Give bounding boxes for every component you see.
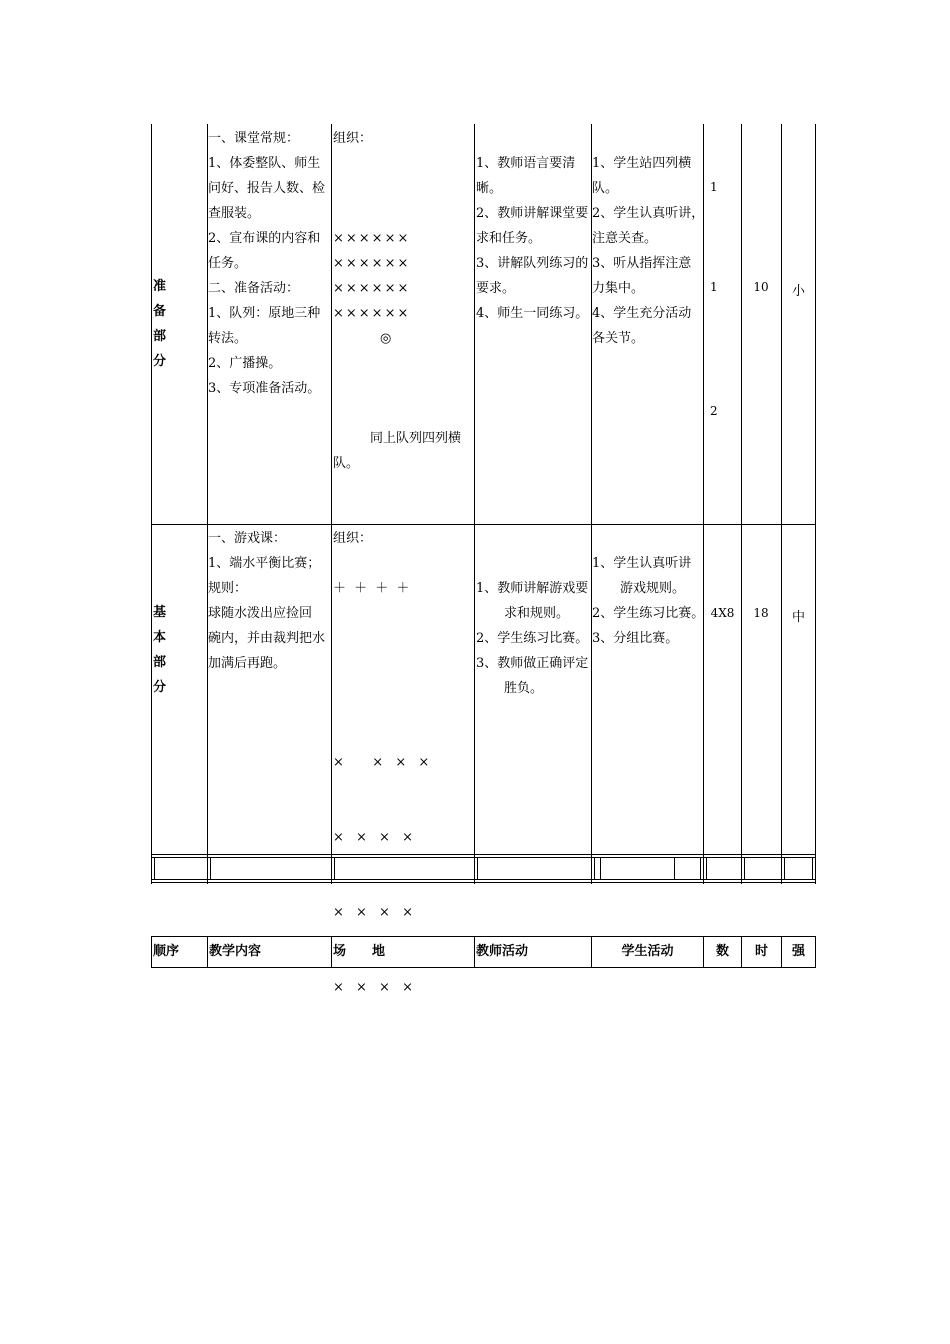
prep-student-activity	[592, 151, 704, 351]
grid-line	[151, 524, 816, 525]
formation-row: × × × ×	[333, 905, 417, 920]
content-line: 1、队列：原地三种	[208, 306, 321, 321]
prep-teacher-activity	[476, 151, 588, 326]
grid-line	[474, 936, 475, 968]
prep-time: 10	[753, 280, 769, 294]
teacher-item: 3、讲解队列练习的 要求。	[476, 256, 589, 296]
teacher-item: 2、教师讲解课堂要 求和任务。	[476, 206, 589, 246]
content-line: 查服装。	[208, 206, 261, 221]
content-line: 任务。	[208, 256, 248, 271]
grid-line	[812, 857, 813, 880]
header-content: 教学内容	[209, 944, 262, 959]
venue-note-line: 同上队列四列横	[370, 431, 462, 446]
teacher-position-marker: ◎	[380, 331, 392, 346]
grid-line	[781, 124, 782, 884]
prep-count-1: 1	[710, 180, 718, 194]
grid-line	[474, 124, 475, 884]
formation-row: × × × ×	[333, 980, 417, 995]
content-line: 一、游戏课：	[208, 531, 287, 546]
teacher-item: 4、师生一同练习。	[476, 306, 589, 321]
grid-line	[815, 936, 816, 968]
grid-line	[706, 857, 707, 880]
prep-count-3: 2	[710, 404, 718, 418]
content-line: 问好、报告人数、检	[208, 181, 326, 196]
header-intensity: 强	[791, 944, 805, 959]
student-item: 2、学生认真听讲， 注意关查。	[592, 206, 705, 246]
grid-line	[700, 857, 701, 880]
header-teacher-activity: 教师活动	[476, 944, 529, 959]
grid-line	[674, 857, 675, 880]
formation-row: × × × ×	[333, 830, 417, 845]
header-count: 数	[715, 944, 729, 959]
grid-line	[594, 857, 595, 880]
content-line: 转法。	[208, 331, 248, 346]
header-student-activity: 学生活动	[621, 944, 674, 959]
student-item: 2、学生练习比赛。	[592, 606, 705, 621]
grid-line	[210, 857, 211, 880]
header-order: 顺序	[153, 944, 180, 959]
formation-row: ××××××	[333, 306, 411, 321]
basic-plus-row: ＋ ＋ ＋ ＋	[333, 581, 412, 596]
basic-intensity: 中	[791, 610, 805, 625]
content-line: 2、宣布课的内容和	[208, 231, 321, 246]
grid-line	[207, 936, 208, 968]
venue-note-line: 队。	[333, 456, 360, 471]
prep-intensity: 小	[791, 284, 805, 299]
teacher-item: 1、教师讲解游戏要 求和规则。	[476, 581, 589, 621]
student-item: 4、学生充分活动 各关节。	[592, 306, 692, 346]
grid-line	[154, 857, 155, 880]
grid-line	[741, 124, 742, 884]
basic-content	[208, 526, 325, 676]
grid-line	[151, 124, 152, 884]
content-line: 1、体委整队、师生	[208, 156, 321, 171]
grid-line	[151, 879, 816, 880]
basic-teacher-activity	[476, 576, 588, 701]
student-item: 1、学生站四列横 队。	[592, 156, 692, 196]
basic-count: 4X8	[710, 606, 735, 620]
formation-row: ××××××	[333, 281, 411, 296]
student-item: 3、分组比赛。	[592, 631, 679, 646]
teacher-item: 2、学生练习比赛。	[476, 631, 589, 646]
grid-line	[151, 967, 816, 968]
grid-line	[600, 857, 601, 880]
prep-formation	[333, 226, 410, 326]
basic-venue-title: 组织：	[333, 531, 373, 546]
content-line: 规则：	[208, 581, 248, 596]
prep-venue-title: 组织：	[333, 131, 373, 146]
formation-row: ××××××	[333, 256, 411, 271]
grid-line	[331, 936, 332, 968]
teacher-item: 3、教师做正确评定 胜负。	[476, 656, 589, 696]
section-label-prep	[153, 274, 173, 374]
section-label-basic	[153, 600, 173, 700]
content-line: 球随水泼出应捡回	[208, 606, 313, 621]
teacher-item: 1、教师语言要清 晰。	[476, 156, 576, 196]
content-line: 加满后再跑。	[208, 656, 287, 671]
content-line: 碗内，并由裁判把水	[208, 631, 326, 646]
student-item: 1、学生认真听讲 游戏规则。	[592, 556, 692, 596]
prep-count-2: 1	[710, 280, 718, 294]
formation-row: ××××××	[333, 231, 411, 246]
content-line: 3、专项准备活动。	[208, 381, 321, 396]
grid-line	[151, 854, 816, 855]
grid-line	[744, 857, 745, 880]
basic-formation	[333, 700, 433, 1025]
section-label-basic-text: 基本部分	[153, 605, 167, 695]
prep-content	[208, 126, 325, 401]
grid-line	[331, 124, 332, 884]
grid-line	[151, 857, 816, 858]
student-item: 3、听从指挥注意 力集中。	[592, 256, 692, 296]
content-line: 一、课堂常规：	[208, 131, 300, 146]
grid-line	[151, 936, 152, 968]
content-line: 2、广播操。	[208, 356, 282, 371]
prep-venue-note	[333, 426, 461, 476]
grid-line	[477, 857, 478, 880]
content-line: 1、端水平衡比赛；	[208, 556, 321, 571]
basic-student-activity	[592, 551, 704, 651]
header-time: 时	[754, 944, 768, 959]
grid-line	[815, 124, 816, 884]
basic-time: 18	[753, 606, 769, 620]
section-label-prep-text: 准备部分	[153, 279, 167, 369]
content-line: 二、准备活动：	[208, 281, 300, 296]
header-venue: 场 地	[333, 944, 386, 959]
grid-line	[151, 882, 816, 883]
formation-row: × × × ×	[333, 755, 434, 770]
grid-line	[784, 857, 785, 880]
